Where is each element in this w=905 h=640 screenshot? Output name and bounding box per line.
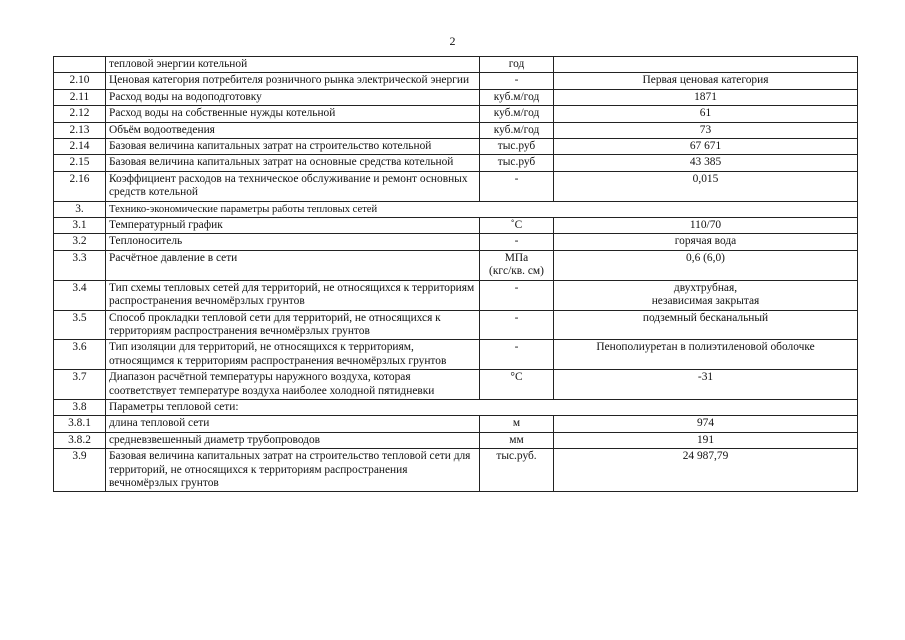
row-name: Температурный график — [106, 218, 480, 234]
row-unit: - — [480, 340, 554, 370]
row-number: 3.1 — [54, 218, 106, 234]
row-value: 67 671 — [554, 139, 858, 155]
row-value: 1871 — [554, 89, 858, 105]
row-value — [554, 280, 858, 310]
row-number: 3.2 — [54, 234, 106, 250]
row-name: Базовая величина капитальных затрат на строительство котельной — [106, 139, 480, 155]
row-unit: - — [480, 171, 554, 201]
unit-line: МПа — [504, 251, 529, 264]
row-unit: куб.м/год — [480, 106, 554, 122]
row-value: Первая ценовая категория — [554, 73, 858, 89]
row-value: 0,6 (6,0) — [554, 250, 858, 280]
row-name: Способ прокладки тепловой сети для территорий, не относящихся к территориям распространения вечномёрзлых грунтов — [106, 310, 480, 340]
row-unit: - — [480, 234, 554, 250]
section-row — [54, 399, 858, 415]
row-value: 61 — [554, 106, 858, 122]
row-number: 3.4 — [54, 280, 106, 310]
table-row — [54, 280, 858, 310]
row-number: 3.6 — [54, 340, 106, 370]
row-value: 110/70 — [554, 218, 858, 234]
row-unit — [480, 250, 554, 280]
row-unit: куб.м/год — [480, 122, 554, 138]
table-row — [54, 370, 858, 400]
row-number: 2.10 — [54, 73, 106, 89]
table-row — [54, 218, 858, 234]
row-value: 73 — [554, 122, 858, 138]
section-row — [54, 201, 858, 217]
row-number: 3. — [54, 201, 106, 217]
row-unit: ˚С — [480, 218, 554, 234]
row-name: Тип схемы тепловых сетей для территорий, не относящихся к территориям распространения вечномёрзлых грунтов — [106, 280, 480, 310]
value-line: независимая закрытая — [651, 295, 760, 308]
row-name: тепловой энергии котельной — [106, 57, 480, 73]
row-name: Объём водоотведения — [106, 122, 480, 138]
table-row — [54, 89, 858, 105]
row-name: Базовая величина капитальных затрат на основные средства котельной — [106, 155, 480, 171]
row-unit: год — [480, 57, 554, 73]
row-number: 2.12 — [54, 106, 106, 122]
table-row — [54, 234, 858, 250]
row-unit: тыс.руб. — [480, 449, 554, 492]
value-line: двухтрубная, — [673, 281, 738, 294]
table-row — [54, 310, 858, 340]
row-number: 3.9 — [54, 449, 106, 492]
row-unit: тыс.руб — [480, 139, 554, 155]
table-row — [54, 449, 858, 492]
page-number: 2 — [449, 34, 456, 48]
table-row — [54, 106, 858, 122]
row-number: 2.14 — [54, 139, 106, 155]
section-title: Технико-экономические параметры работы тепловых сетей — [106, 201, 858, 217]
row-unit: мм — [480, 432, 554, 448]
row-number — [54, 57, 106, 73]
row-value: 974 — [554, 416, 858, 432]
row-name: Коэффициент расходов на техническое обслуживание и ремонт основных средств котельной — [106, 171, 480, 201]
row-value: подземный бесканальный — [554, 310, 858, 340]
row-value: 0,015 — [554, 171, 858, 201]
row-name: Диапазон расчётной температуры наружного воздуха, которая соответствует температуре воздуха наиболее холодной пятидневки — [106, 370, 480, 400]
row-unit: °С — [480, 370, 554, 400]
row-number: 3.8.2 — [54, 432, 106, 448]
table-row — [54, 340, 858, 370]
table-row — [54, 171, 858, 201]
table-row — [54, 122, 858, 138]
table-row — [54, 250, 858, 280]
row-number: 3.8 — [54, 399, 106, 415]
row-number: 2.15 — [54, 155, 106, 171]
table-row — [54, 432, 858, 448]
row-value: 191 — [554, 432, 858, 448]
row-number: 3.3 — [54, 250, 106, 280]
table-row — [54, 155, 858, 171]
row-unit: - — [480, 73, 554, 89]
row-number: 3.5 — [54, 310, 106, 340]
row-unit: м — [480, 416, 554, 432]
row-name: Ценовая категория потребителя розничного рынка электрической энергии — [106, 73, 480, 89]
table-row — [54, 57, 858, 73]
row-value: 43 385 — [554, 155, 858, 171]
row-value: горячая вода — [554, 234, 858, 250]
row-value: -31 — [554, 370, 858, 400]
row-unit: куб.м/год — [480, 89, 554, 105]
row-number: 2.13 — [54, 122, 106, 138]
unit-line: (кгс/кв. см) — [489, 265, 544, 278]
row-unit: тыс.руб — [480, 155, 554, 171]
row-unit: - — [480, 280, 554, 310]
table-row — [54, 139, 858, 155]
row-name: Базовая величина капитальных затрат на строительство тепловой сети для территорий, не относящихся к территориям распространения вечномёрзлых грунтов — [106, 449, 480, 492]
row-unit: - — [480, 310, 554, 340]
row-value — [554, 57, 858, 73]
row-number: 2.11 — [54, 89, 106, 105]
row-number: 2.16 — [54, 171, 106, 201]
row-name: Расход воды на водоподготовку — [106, 89, 480, 105]
row-name: средневзвешенный диаметр трубопроводов — [106, 432, 480, 448]
row-name: длина тепловой сети — [106, 416, 480, 432]
row-number: 3.8.1 — [54, 416, 106, 432]
row-number: 3.7 — [54, 370, 106, 400]
row-name: Расход воды на собственные нужды котельной — [106, 106, 480, 122]
row-name: Теплоноситель — [106, 234, 480, 250]
section-title: Параметры тепловой сети: — [106, 399, 858, 415]
row-value: 24 987,79 — [554, 449, 858, 492]
parameters-table — [53, 56, 858, 492]
table-row — [54, 416, 858, 432]
row-name: Расчётное давление в сети — [106, 250, 480, 280]
row-name: Тип изоляции для территорий, не относящихся к территориям, относящимся к территориям распространения вечномёрзлых грунтов — [106, 340, 480, 370]
row-value: Пенополиуретан в полиэтиленовой оболочке — [554, 340, 858, 370]
table-row — [54, 73, 858, 89]
